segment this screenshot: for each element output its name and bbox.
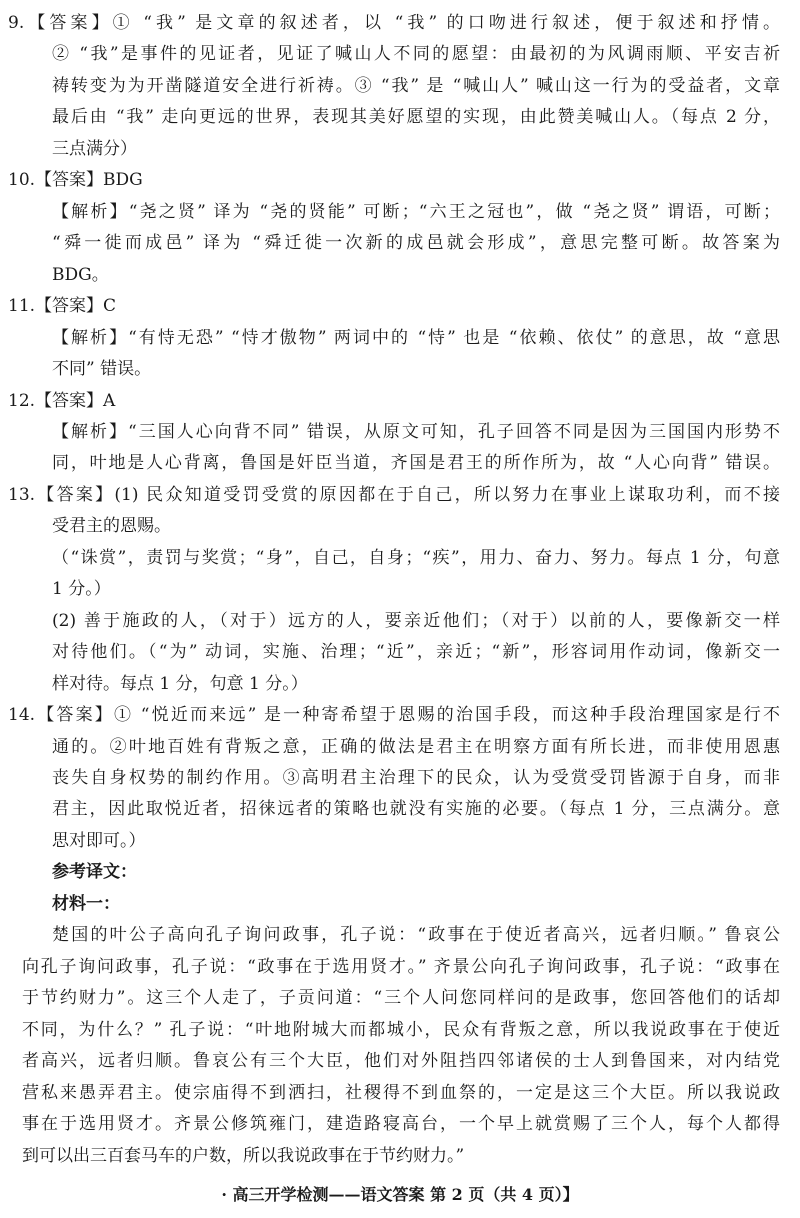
translation-line-5: 者高兴，远者归顺。鲁哀公有三个大臣，他们对外阻挡四邻诸侯的士人到鲁国来，对内结党 xyxy=(22,1051,780,1072)
translation-line-7: 事在于选用贤才。齐景公修筑雍门，建造路寝高台，一个早上就赏赐了三个人，每个人都得 xyxy=(22,1114,780,1135)
q10-answer: 10.【答案】BDG xyxy=(8,170,143,191)
reference-translation-heading: 参考译文： xyxy=(52,862,137,883)
q13-line-1: 13.【答案】(1) 民众知道受罚受赏的原因都在于自己，所以努力在事业上谋取功利，而不接 xyxy=(8,484,780,505)
q14-line-3: 丧失自身权势的制约作用。③高明君主治理下的民众，认为受赏受罚皆源于自身，而非 xyxy=(52,768,780,789)
q10-analysis-1: 【解析】“尧之贤” 译为 “尧的贤能” 可断；“六王之冠也”，做 “尧之贤” 谓语，可断； xyxy=(52,201,780,222)
q13-line-6: 对待他们。（“为” 动词，实施、治理；“近”，亲近；“新”，形容词用作动词，像新交一 xyxy=(52,642,780,663)
translation-line-3: 于节约财力”。这三个人走了，子贡问道：“三个人问您同样问的是政事，您回答他们的话却 xyxy=(22,988,780,1009)
q12-answer: 12.【答案】A xyxy=(8,390,116,411)
q10-analysis-3: BDG。 xyxy=(52,264,109,285)
translation-line-6: 营私来愚弄君主。使宗庙得不到洒扫，社稷得不到血祭的，一定是这三个大臣。所以我说政 xyxy=(22,1082,780,1103)
q11-answer: 11.【答案】C xyxy=(8,296,117,317)
q14-line-2: 通的。②叶地百姓有背叛之意，正确的做法是君主在明察方面有所长进，而非使用恩惠 xyxy=(52,736,780,757)
q14-line-4: 君主，因此取悦近者，招徕远者的策略也就没有实施的必要。（每点 1 分，三点满分。意 xyxy=(52,799,780,820)
q13-line-2: 受君主的恩赐。 xyxy=(52,516,171,537)
q11-analysis-1: 【解析】“有恃无恐” “恃才傲物” 两词中的 “恃” 也是 “依赖、依仗” 的意思，故 “意思 xyxy=(52,327,780,348)
q14-line-1: 14.【答案】① “悦近而来远” 是一种寄希望于恩赐的治国手段，而这种手段治理国家是行不 xyxy=(8,705,780,726)
q10-analysis-2: “舜一徙而成邑” 译为 “舜迁徙一次新的成邑就会形成”，意思完整可断。故答案为 xyxy=(52,233,780,254)
q11-analysis-2: 不同” 错误。 xyxy=(52,359,152,380)
material-one-heading: 材料一： xyxy=(52,893,120,914)
q13-line-5: (2) 善于施政的人，（对于）远方的人，要亲近他们；（对于）以前的人，要像新交一样 xyxy=(52,610,780,631)
page-footer: · 高三开学检测——语文答案 第 2 页（共 4 页）】 xyxy=(221,1185,579,1204)
translation-line-4: 不同，为什么？” 孔子说：“叶地附城大而都城小，民众有背叛之意，所以我说政事在于使近 xyxy=(22,1019,780,1040)
translation-line-2: 向孔子询问政事，孔子说：“政事在于选用贤才。” 齐景公向孔子询问政事，孔子说：“政事在 xyxy=(22,956,780,977)
q12-analysis-2: 同，叶地是人心背离，鲁国是奸臣当道，齐国是君王的所作所为，故 “人心向背” 错误。 xyxy=(52,453,780,474)
q9-line-5: 三点满分） xyxy=(52,138,137,159)
q14-line-5: 思对即可。） xyxy=(52,830,146,851)
translation-line-1: 楚国的叶公子高向孔子询问政事，孔子说：“政事在于使近者高兴，远者归顺。” 鲁哀公 xyxy=(52,925,780,946)
q9-line-1: 9.【答案】① “我” 是文章的叙述者，以 “我” 的口吻进行叙述，便于叙述和抒情。 xyxy=(8,13,780,33)
translation-line-8: 到可以出三百套马车的户数，所以我说政事在于节约财力。” xyxy=(22,1145,465,1166)
q9-line-4: 最后由 “我” 走向更远的世界，表现其美好愿望的实现，由此赞美喊山人。（每点 2 分， xyxy=(52,107,780,128)
q13-line-7: 样对待。每点 1 分，句意 1 分。） xyxy=(52,673,308,694)
q12-analysis-1: 【解析】“三国人心向背不同” 错误，从原文可知，孔子回答不同是因为三国国内形势不 xyxy=(52,421,780,442)
q9-line-3: 祷转变为为开凿隧道安全进行祈祷。③ “我” 是 “喊山人” 喊山这一行为的受益者，文章 xyxy=(52,75,780,96)
q9-line-2: ② “我”是事件的见证者，见证了喊山人不同的愿望：由最初的为风调雨顺、平安吉祈 xyxy=(52,44,780,65)
q13-line-3: （“诛赏”，责罚与奖赏；“身”，自己，自身；“疾”，用力、奋力、努力。每点 1 分，句意 xyxy=(52,547,780,568)
q13-line-4: 1 分。） xyxy=(52,579,111,600)
